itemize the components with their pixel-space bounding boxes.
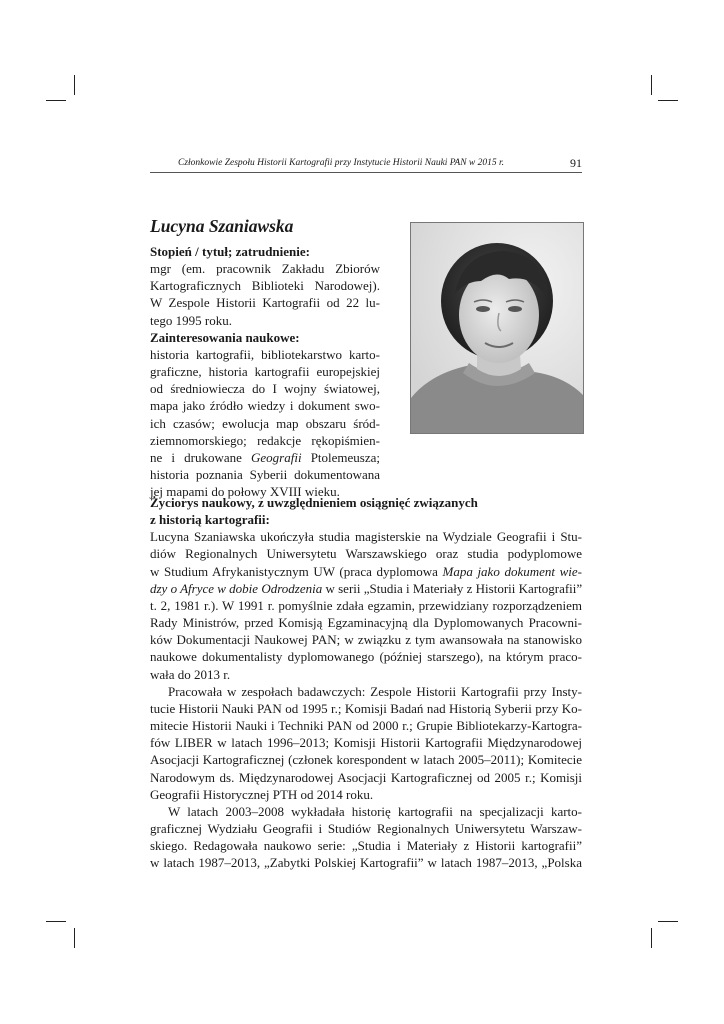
bio-paragraph-line: Lucyna Szaniawska ukończyła studia magisterskie na Wydziale Geografii i Stu-	[150, 529, 582, 545]
degree-line: tego 1995 roku.	[150, 312, 232, 328]
crop-mark-bottom-right-v	[651, 928, 652, 948]
degree-heading: Stopień / tytuł; zatrudnienie:	[150, 244, 310, 259]
bio-paragraph-line: w latach 1987–2013, „Zabytki Polskiej Kartografii” w latach 1987–2013, „Polska	[150, 855, 582, 871]
page-number: 91	[570, 156, 582, 170]
bio-paragraph-line: Asocjacji Kartograficznej (członek korespondent w latach 2005–2011); Komitecie	[150, 752, 582, 768]
bio-paragraph-line: wała do 2013 r.	[150, 666, 231, 682]
interests-line: historia kartografii, bibliotekarstwo karto-	[150, 346, 380, 362]
bio-paragraph-line: mitecie Historii Nauki i Techniki PAN od 2000 r.; Grupie Bibliotekarzy-Kartogra-	[150, 718, 582, 734]
profile-column	[150, 243, 380, 500]
bio-paragraph-line: Narodowym ds. Międzynarodowej Asocjacji Kartograficznej od 2005 r.; Komisji	[150, 769, 582, 785]
bio-paragraph-line: Rady Ministrów, przed Komisją Egzaminacyjną dla Dyplomowanych Pracowni-	[150, 615, 582, 631]
degree-line: Kartograficznych Biblioteki Narodowej).	[150, 278, 380, 294]
crop-mark-top-left-h	[46, 100, 66, 101]
crop-mark-bottom-right-h	[658, 921, 678, 922]
interests-italic-title: Geografii	[251, 449, 302, 465]
portrait-photo	[410, 222, 584, 434]
crop-mark-top-left-v	[74, 75, 75, 95]
interests-text: ne i drukowane	[150, 449, 242, 465]
bio-paragraph-line	[150, 563, 582, 580]
thesis-title: Mapa jako dokument wie-	[442, 563, 582, 579]
bio-heading-line: Życiorys naukowy, z uwzględnieniem osiągnięć związanych	[150, 495, 478, 510]
bio-section	[150, 494, 582, 871]
interests-line: jej mapami do połowy XVIII wieku.	[150, 484, 340, 500]
interests-line: historia poznania Syberii dokumentowana	[150, 467, 380, 483]
running-head-title: Członkowie Zespołu Historii Kartografii przy Instytucie Historii Nauki PAN w 2015 r.	[178, 158, 505, 168]
interests-line: od średniowiecza do I wojny światowej,	[150, 381, 380, 397]
interests-text: Ptolemeusza;	[310, 449, 381, 465]
bio-heading-line: z historią kartografii:	[150, 512, 270, 528]
bio-paragraph-line: fów LIBER w latach 1996–2013; Komisji Historii Kartografii Międzynarodowej	[150, 735, 582, 751]
interests-line: ziemnomorskiego; redakcje rękopiśmien-	[150, 432, 380, 448]
bio-text: w serii „Studia i Materiały z Historii Kartografii”	[325, 580, 583, 596]
bio-paragraph-line: naukowe dokumentalisty dyplomowanego (później starszego), na którym praco-	[150, 649, 582, 665]
bio-text: w Studium Afrykanistycznym UW (praca dyplomowa	[150, 563, 438, 579]
bio-paragraph-line: skiego. Redagowała naukowo serie: „Studia i Materiały z Historii kartografii”	[150, 838, 582, 854]
interests-line: ich czasów; ewolucja map obszaru śród-	[150, 415, 380, 431]
thesis-title-cont: dzy o Afryce w dobie Odrodzenia	[150, 580, 323, 596]
bio-paragraph-line: ków Dokumentacji Naukowej PAN; w związku z tym awansowała na stanowisko	[150, 632, 582, 648]
degree-line: W Zespole Historii Kartografii od 22 lu-	[150, 295, 380, 311]
bio-paragraph-line: Pracowała w zespołach badawczych: Zespole Historii Kartografii przy Insty-	[168, 683, 582, 699]
crop-mark-bottom-left-v	[74, 928, 75, 948]
header-rule	[150, 172, 582, 173]
portrait-image	[411, 223, 583, 433]
degree-line: mgr (em. pracownik Zakładu Zbiorów	[150, 261, 380, 277]
bio-paragraph-line	[150, 580, 582, 597]
bio-paragraph-line: W latach 2003–2008 wykładała historię kartografii na specjalizacji karto-	[168, 803, 582, 819]
interests-line: mapa jako źródło wiedzy i dokument swo-	[150, 398, 380, 414]
interests-line	[150, 449, 380, 466]
interests-line: graficzne, historia kartografii europejskiej	[150, 364, 380, 380]
person-name: Lucyna Szaniawska	[150, 216, 294, 236]
running-head	[150, 158, 582, 172]
interests-heading: Zainteresowania naukowe:	[150, 329, 300, 345]
crop-mark-top-right-v	[651, 75, 652, 95]
bio-paragraph-line: tucie Historii Nauki PAN od 1995 r.; Komisji Badań nad Historią Syberii przy Ko-	[150, 700, 582, 716]
bio-paragraph-line: diów Regionalnych Uniwersytetu Warszawskiego oraz studia podyplomowe	[150, 546, 582, 562]
crop-mark-bottom-left-h	[46, 921, 66, 922]
bio-paragraph-line: graficznej Wydziału Geografii i Studiów Regionalnych Uniwersytetu Warszaw-	[150, 820, 582, 836]
bio-paragraph-line: Geografii Historycznej PTH od 2014 roku.	[150, 786, 374, 802]
crop-mark-top-right-h	[658, 100, 678, 101]
bio-paragraph-line: t. 2, 1981 r.). W 1991 r. pomyślnie zdała egzamin, przewidziany rozporządzeniem	[150, 597, 582, 613]
